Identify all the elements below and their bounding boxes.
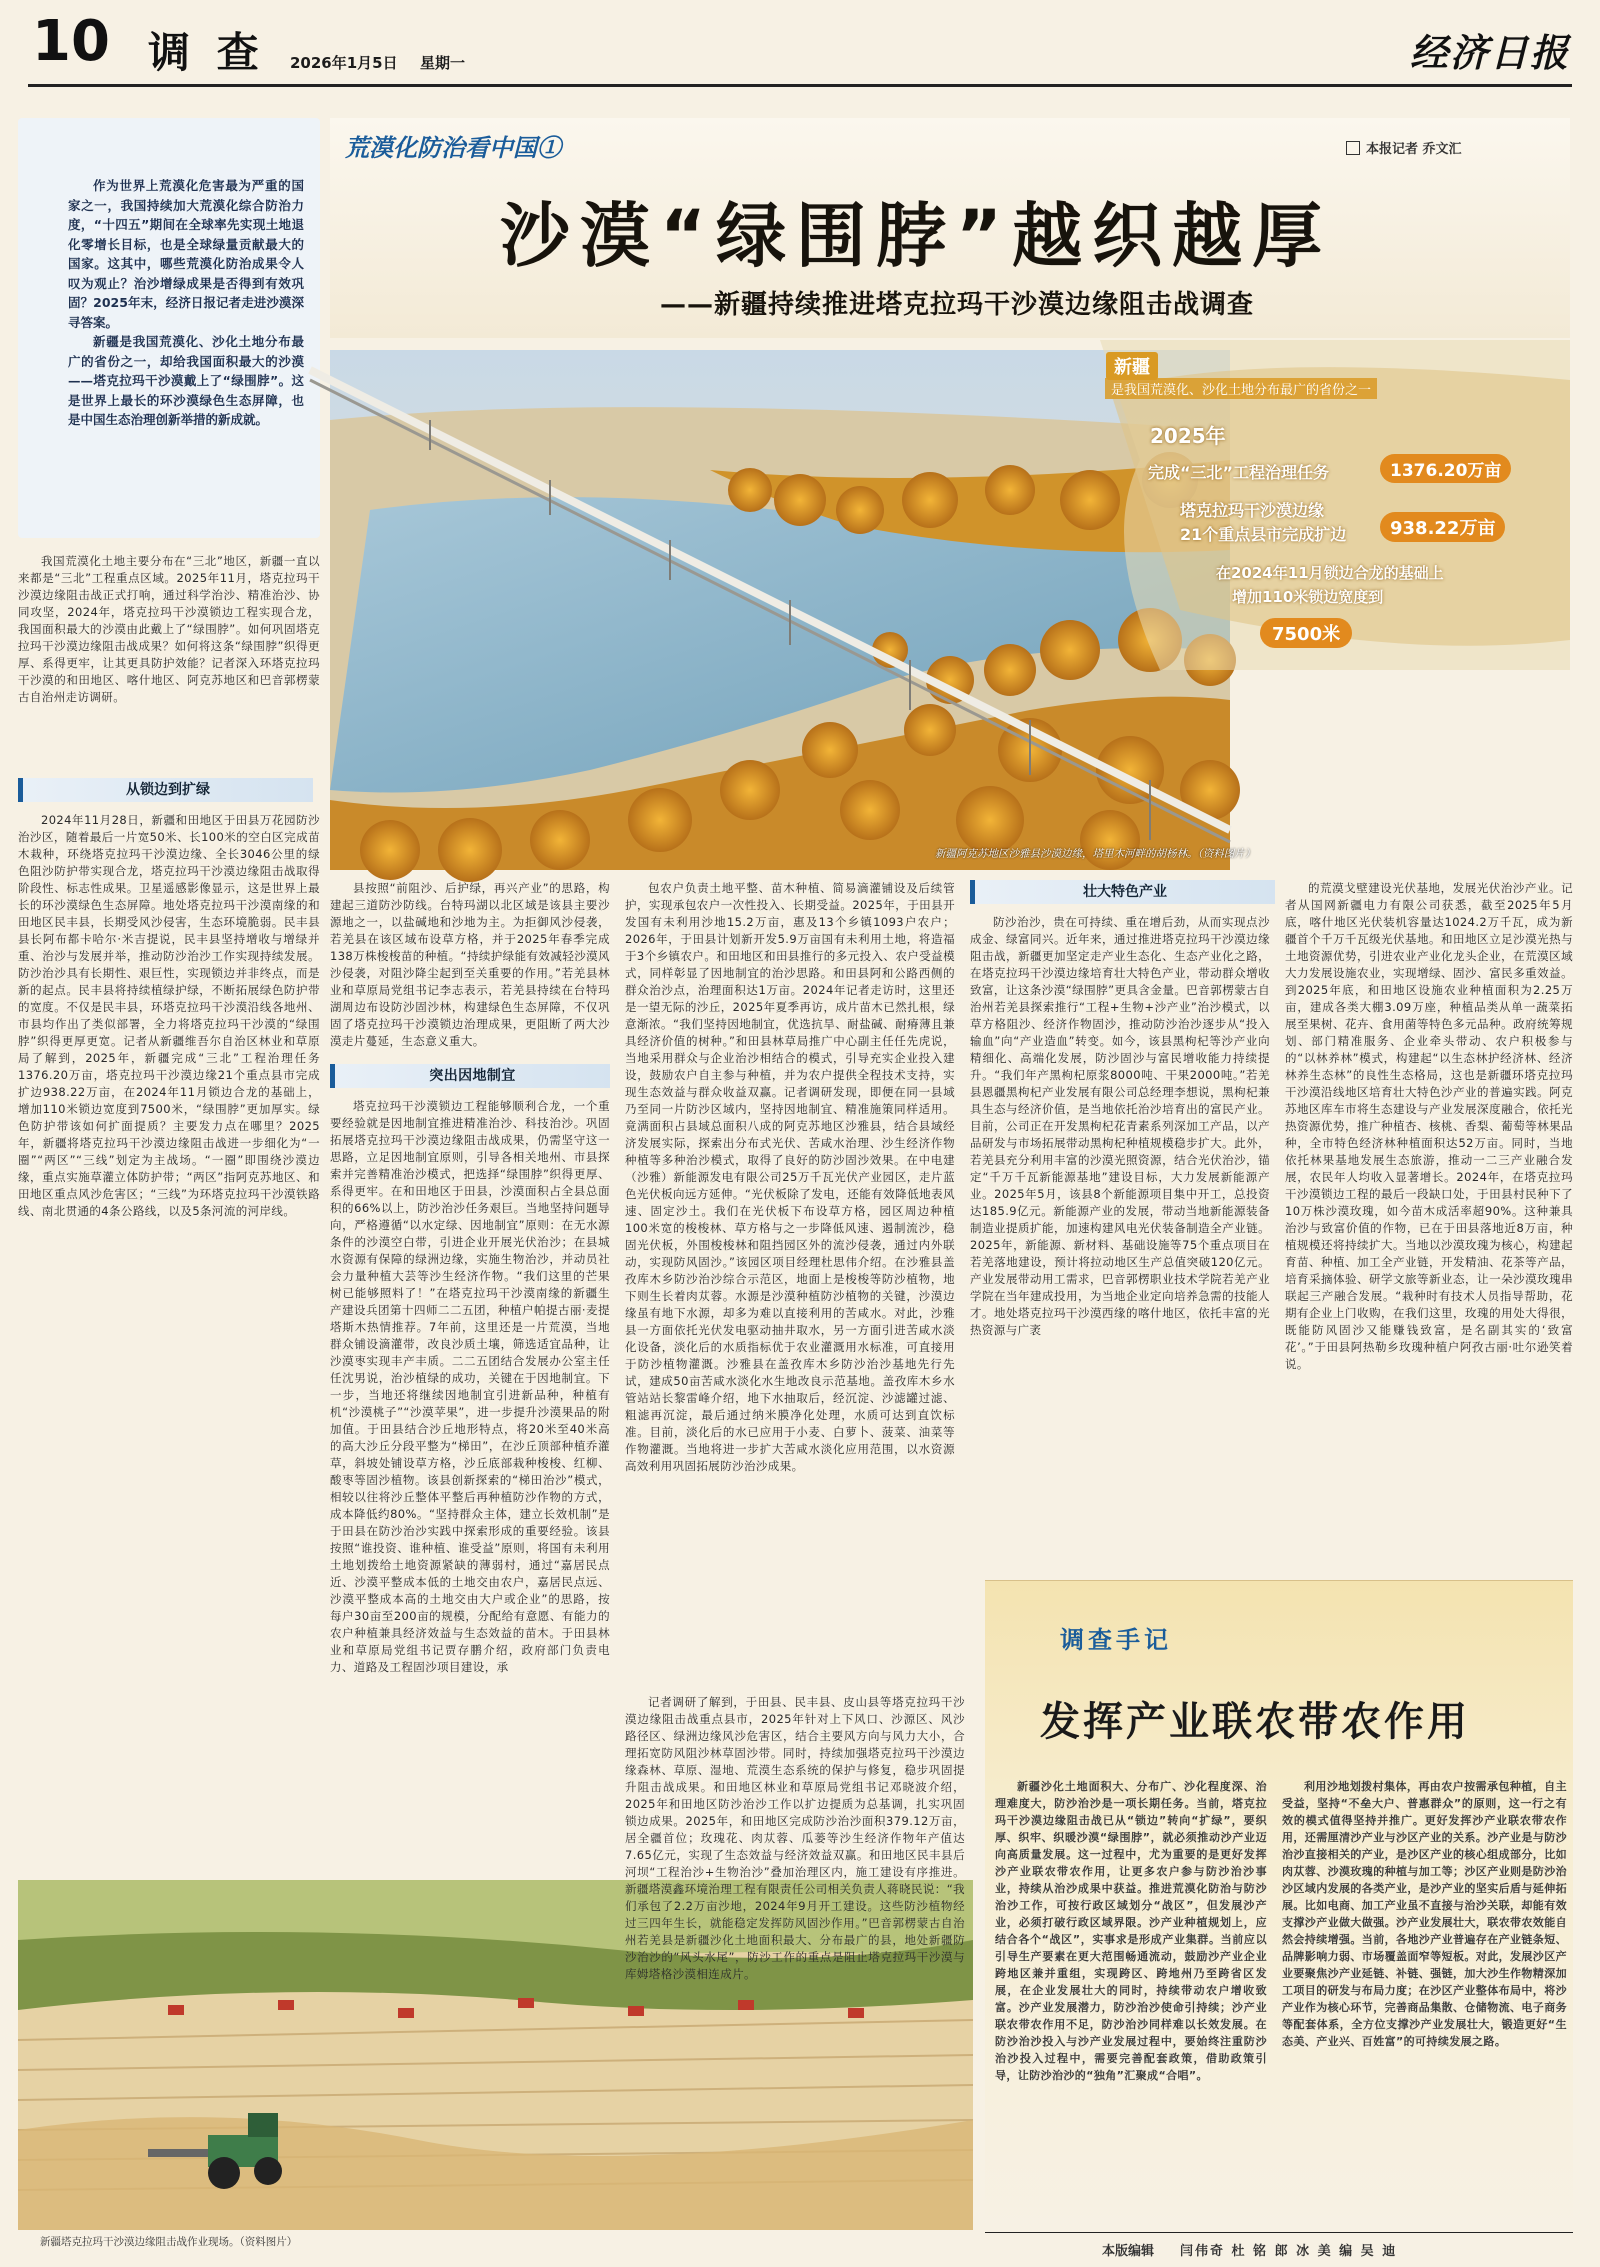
column-5-text	[970, 914, 1270, 1570]
issue-date: 2026年1月5日	[290, 54, 398, 72]
info-item1-value: 1376.20万亩	[1380, 454, 1511, 483]
column-5-paragraph: 防沙治沙，贵在可持续、重在增后劲，从而实现点沙成金、绿富同兴。近年来，通过推进塔克拉玛干沙漠边缘阻击战，新疆更加坚定走产业生态化、生态产业化之路，在塔克拉玛干沙漠边缘培育壮大特色产业，带动群众增收致富，让这条沙漠“绿围脖”更具含金量。巴音郭楞蒙古自治州若羌县探索推行“工程+生物+沙产业”治沙模式，以草方格阻沙、经济作物固沙，推动防沙治沙逐步从“投入输血”向“产业造血”转变。如今，该县黑枸杞等沙产业向精细化、高端化发展，防沙固沙与富民增收能力持续提升。“我们年产黑枸杞原浆8000吨、干果2000吨。”若羌县恩疆黑枸杞产业发展有限公司总经理李想说，黑枸杞兼具生态与经济价值，是当地依托治沙培育出的富民产业。目前，公司正在开发黑枸杞花青素系列深加工产品，以产品研发与市场拓展带动黑枸杞种植规模稳步扩大。此外，若羌县充分利用丰富的沙漠光照资源，结合光伏治沙，锚定“千万千瓦新能源基地”建设目标，大力发展新能源产业。2025年5月，该县8个新能源项目集中开工，总投资达185.9亿元。新能源产业的发展，带动当地新能源装备制造业提质扩能，加速构建风电光伏装备制造全产业链。2025年，新能源、新材料、基础设施等75个重点项目在若羌落地建设，预计将拉动地区生产总值突破120亿元。产业发展带动用工需求，巴音郭楞职业技术学院若羌产业学院在当年建成投用，为当地企业定向培养急需的技能人才。地处塔克拉玛干沙漠西缘的喀什地区，依托丰富的光热资源与广袤	[970, 915, 1270, 1337]
section-heading-2: 突出因地制宜	[330, 1064, 610, 1088]
note-paragraph: 利用沙地划拨村集体，再由农户按需承包种植，自主受益，坚持“不垒大户、普惠群众”的原则，这一行之有效的模式值得坚持并推广。更好发挥沙产业联农带农作用，还需厘清沙产业与沙区产业的关系。沙产业是与防沙治沙直接相关的产业，是沙区产业的核心组成部分，比如肉苁蓉、沙漠玫瑰的种植与加工等；沙区产业则是防沙治沙区域内发展的各类产业，是沙产业的坚实后盾与延伸拓展。比如电商、加工产业虽不直接与治沙关联，却能有效支撑沙产业做大做强。沙产业发展壮大，联农带农效能自然会持续增强。当前，各地沙产业普遍存在产业链条短、品牌影响力弱、市场覆盖面窄等短板。对此，发展沙区产业要聚焦沙产业延链、补链、强链，加大沙生作物精深加工项目的研发与布局力度；在沙区产业整体布局中，将沙产业作为核心环节，完善商品集散、仓储物流、电子商务等配套体系，全方位支撑沙产业发展壮大，锻造更好“生态美、产业兴、百姓富”的可持续发展之路。	[1282, 1780, 1567, 2048]
column-4-text	[625, 880, 955, 1690]
lead-paragraph: 作为世界上荒漠化危害最为严重的国家之一，我国持续加大荒漠化综合防治力度，“十四五”期间在全球率先实现土地退化零增长目标，也是全球绿量贡献最大的国家。这其中，哪些荒漠化防治成果令人叹为观止？治沙增绿成果是否得到有效巩固？2025年末，经济日报记者走进沙漠深寻答案。	[68, 178, 304, 330]
byline-marker-icon	[1346, 141, 1360, 155]
intro-paragraph: 我国荒漠化土地主要分布在“三北”地区，新疆一直以来都是“三北”工程重点区域。2025年11月，塔克拉玛干沙漠边缘阻击战正式打响，通过科学治沙、精准治沙、协同攻坚，2024年，塔克拉玛干沙漠锁边工程实现合龙，我国面积最大的沙漠由此戴上了“绿围脖”。如何巩固塔克拉玛干沙漠边缘阻击战成果？如何将这条“绿围脖”织得更厚、系得更牢，让其更具防护效能？记者深入环塔克拉玛干沙漠的和田地区、喀什地区、阿克苏地区和巴音郭楞蒙古自治州走访调研。	[18, 554, 320, 704]
column-2-paragraph: 记者调研了解到，于田县、民丰县、皮山县等塔克拉玛干沙漠边缘阻击战重点县市，2025年针对上下风口、沙源区、风沙路径区、绿洲边缘风沙危害区，结合主要风方向与风力大小，合理拓宽防风阻沙林草固沙带。同时，持续加强塔克拉玛干沙漠边缘森林、草原、湿地、荒漠生态系统的保护与修复，稳步巩固提升阻击战成果。和田地区林业和草原局党组书记邓晓波介绍，2025年和田地区防沙治沙工作以扩边提质为总基调，扎实巩固锁边成果。2025年，和田地区完成防沙治沙面积379.12万亩，居全疆首位；玫瑰花、肉苁蓉、瓜蒌等沙生经济作物年产值达7.65亿元，实现了生态效益与经济效益双赢。和田地区民丰县后河坝“工程治沙+生物治沙”叠加治理区内，施工建设有序推进。新疆塔漠鑫环境治理工程有限责任公司相关负责人蒋晓民说：“我们承包了2.2万亩沙地，2024年9月开工建设。这些防沙植物经过三四年生长，就能稳定发挥防风固沙作用。”巴音郭楞蒙古自治州若羌县是新疆沙化土地面积最大、分布最广的县，地处新疆防沙治沙的“风头水尾”，防沙工作的重点是阻止塔克拉玛干沙漠与库姆塔格沙漠相连成片。	[625, 1695, 965, 1981]
byline: 本报记者 乔文汇	[1366, 142, 1462, 157]
note-column-2	[1282, 1778, 1567, 2222]
note-column-1	[995, 1778, 1267, 2222]
section-heading-3: 壮大特色产业	[970, 880, 1275, 904]
section-heading-1: 从锁边到扩绿	[18, 778, 313, 802]
lead-text	[68, 176, 304, 430]
header-rule	[28, 84, 1572, 87]
page-header	[0, 0, 1600, 88]
column-1-text	[18, 812, 320, 1870]
column-4-paragraph: 包农户负责土地平整、苗木种植、简易滴灌铺设及后续管护，实现承包农户一次性投入、长期受益。2025年，于田县开发国有未利用沙地15.2万亩，惠及13个乡镇1093户农户；2026年，于田县计划新开发5.9万亩国有未利用土地，将造福于3个乡镇农户。和田地区和田县推行的多元投入、农户受益模式，同样彰显了因地制宜的治沙思路。和田县阿和公路西侧的群众治沙点，治理面积达1万亩。2024年记者走访时，这里还是一望无际的沙丘，2025年夏季再访，成片苗木已然扎根，绿意渐浓。“我们坚持因地制宜，优选抗旱、耐盐碱、耐瘠薄且兼具经济价值的树种。”和田县林草局推广中心副主任任先虎说，当地采用群众与企业治沙相结合的模式，引导充实企业投入建设，鼓励农户自主参与种植，并为农户提供全程技术支持，实现生态效益与群众收益双赢。记者调研发现，即便在同一县域乃至同一片防沙区域内，坚持因地制宜、精准施策同样适用。竟满面积占县域总面积八成的阿克苏地区沙雅县，结合县域经济发展实际，探索出分布式光伏、苦咸水治理、沙生经济作物种植等多种治沙模式，取得了良好的防沙固沙效果。在中电建（沙雅）新能源发电有限公司25万千瓦光伏产业园区，走片蓝色光伏板向远方延伸。“光伏板除了发电，还能有效降低地表风速、固定沙土。我们在光伏板下布设草方格，园区周边种植100米宽的梭梭林、草方格与之一步降低风速、遏制流沙，稳固光伏板，外围梭梭林和阻挡园区外的流沙侵袭，通过内外联动，实现防风固沙。”该园区项目经理杜思伟介绍。在沙雅县盖孜库木乡防沙治沙综合示范区，地面上是梭梭等防沙植物，地下则生长着肉苁蓉。水源是沙漠种植防沙植物的关键，沙漠边缘虽有地下水源，却多为难以直接利用的苦咸水。对此，沙雅县一方面依托光伏发电驱动抽井取水，另一方面引进苦咸水淡化设备，淡化后的水质指标优于农业灌溉用水标准，可直接用于防沙植物灌溉。沙雅县在盖孜库木乡防沙治沙基地先行先试，建成50亩苦咸水淡化水生地改良示范基地。盖孜库木乡水管站站长黎雷峰介绍，地下水抽取后，经沉淀、沙滤罐过滤、粗滤再沉淀，最后通过纳米膜净化处理，水质可达到直饮标准。目前，淡化后的水已应用于小麦、白萝卜、菠菜、油菜等作物灌溉。当地将进一步扩大苦咸水淡化应用范围，以水资源高效利用巩固拓展防沙治沙成果。	[625, 881, 955, 1473]
info-year: 2025年	[1150, 424, 1226, 448]
footer-editor-label: 本版编辑	[1102, 2244, 1155, 2259]
river-photo	[330, 350, 1230, 870]
info-item3-value: 7500米	[1260, 618, 1352, 648]
column-6-text	[1285, 880, 1573, 1570]
newspaper-logo: 经济日报	[1410, 30, 1571, 75]
series-tag: 荒漠化防治看中国①	[345, 133, 561, 162]
footer-rule	[985, 2232, 1573, 2233]
note-kicker: 调查手记	[1060, 1626, 1172, 1654]
intro-text	[18, 553, 320, 763]
lead-paragraph: 新疆是我国荒漠化、沙化土地分布最广的省份之一，却给我国面积最大的沙漠——塔克拉玛干沙漠戴上了“绿围脖”。这是世界上最长的环沙漠绿色生态屏障，也是中国生态治理创新举措的新成就。	[68, 334, 304, 427]
info-desc: 是我国荒漠化、沙化土地分布最广的省份之一	[1105, 378, 1377, 399]
note-title: 发挥产业联农带农作用	[1040, 1699, 1470, 1745]
info-item3-label-b: 增加110米锁边宽度到	[1232, 588, 1384, 606]
column-6-paragraph: 的荒漠戈壁建设光伏基地，发展光伏治沙产业。记者从国网新疆电力有限公司获悉，截至2025年5月底，喀什地区光伏装机容量达1024.2万千瓦，成为新疆首个千万千瓦级光伏基地。和田地区立足沙漠光热与土地资源优势，引进农业产业化龙头企业，在荒漠区域大力发展设施农业，实现增绿、固沙、富民多重效益。到2025年底，和田地区设施农业种植面积为2.25万亩，建成各类大棚3.09万座，种植品类从单一蔬菜拓展至果树、花卉、食用菌等特色多元品种。政府统筹规划、部门精准服务、企业牵头带动、农户积极参与的“以林养林”模式，构建起“以生态林护经济林、经济林养生态林”的良性生态格局，这也是新疆环塔克拉玛干沙漠沿线地区培育壮大特色沙产业的普遍实践。阿克苏地区库车市将生态建设与产业发展深度融合，依托光热资源优势，推广种植杏、核桃、香梨、葡萄等林果品种，全市特色经济林种植面积达52万亩。同时，当地依托林果基地发展生态旅游，推动一二三产业融合发展，农民年人均收入显著增长。2024年，在塔克拉玛干沙漠锁边工程的最后一段缺口处，于田县村民种下了10万株沙漠玫瑰，如今苗木成活率超90%。这种兼具治沙与致富价值的作物，已在于田县落地近8万亩，种植规模还将持续扩大。当地以沙漠玫瑰为核心，构建起育苗、种植、加工全产业链，开发精油、花茶等产品，培育采摘体验、研学文旅等新业态，让一朵沙漠玫瑰串联起三产融合发展。“栽种时有技术人员指导帮助，花期有企业上门收购，在我们这里，玫瑰的用处大得很，既能防风固沙又能赚钱致富，是名副其实的‘致富花’。”于田县阿热勒乡玫瑰种植户阿孜古丽·吐尔逊笑着说。	[1285, 881, 1573, 1371]
column-3-paragraph: 塔克拉玛干沙漠锁边工程能够顺利合龙，一个重要经验就是因地制宜推进精准治沙、科技治沙。巩固拓展塔克拉玛干沙漠边缘阻击战成果，仍需坚守这一思路，立足因地制宜原则，引导各相关地州、市县探索并完善精准治沙模式，把选择“绿围脖”织得更厚、系得更牢。在和田地区于田县，沙漠面积占全县总面积的66%以上，防沙治沙任务艰巨。当地坚持问题导向，严格遵循“以水定绿、因地制宜”原则：在无水源条件的沙漠空白带，引进企业开展光伏治沙；在县城水资源有保障的绿洲边缘，实施生物治沙，并动员社会力量种植大芸等沙生经济作物。“我们这里的芒果树已能够照料了！”在塔克拉玛干沙漠南缘的新疆生产建设兵团第十四师二二五团，种植户帕提古丽·麦提塔斯木热情推荐。7年前，这里还是一片荒漠，当地群众铺设滴灌带，改良沙质土壤，筛选适宜品种，让沙漠枣实现丰产丰质。二二五团结合发展办公室主任任沈男说，治沙植绿的成功，关键在于因地制宜。下一步，当地还将继续因地制宜引进新品种，种植有机“沙漠桃子”“沙漠苹果”，进一步提升沙漠果品的附加值。于田县结合沙丘地形特点，将20米至40米高的高大沙丘分段平整为“梯田”，在沙丘顶部种植乔灌草，斜坡处铺设草方格，沙丘底部栽种梭梭、红柳、酸枣等固沙植物。该县创新探索的“梯田治沙”模式，相较以往将沙丘整体平整后再种植防沙作物的方式，成本降低约80%。“坚持群众主体，建立长效机制”是于田县在防沙治沙实践中探索形成的重要经验。该县按照“谁投资、谁种植、谁受益”原则，将国有未利用土地划拨给土地资源紧缺的薄弱村，通过“嘉居民点近、沙漠平整成本低的土地交由农户，嘉居民点远、沙漠平整成本高的土地交由大户或企业”的思路，按每户30亩至200亩的规模，分配给有意愿、有能力的农户种植兼具经济效益与生态效益的苗木。于田县林业和草原局党组书记贾存鹏介绍，政府部门负责电力、道路及工程固沙项目建设，承	[330, 1099, 610, 1674]
column-1-paragraph: 2024年11月28日，新疆和田地区于田县万花园防沙治沙区，随着最后一片宽50米、长100米的空白区完成苗木栽种，环绕塔克拉玛干沙漠边缘、全长3046公里的绿色阻沙防护带实现合龙，塔克拉玛干沙漠边缘阻击战取得阶段性、标志性成果。卫星遥感影像显示，这是世界上最长的环沙漠绿色生态屏障。地处塔克拉玛干沙漠南缘的和田地区民丰县，长期受风沙侵害，生态环境脆弱。民丰县县长阿布都卡哈尔·米吉提说，民丰县坚持增收与增绿并重、治沙与发展并举，推动防沙治沙工作实现持续发展。防沙治沙具有长期性、艰巨性，实现锁边并非终点，而是新的起点。民丰县将持续植绿护绿，不断拓展绿色防护带的宽度。不仅是民丰县，环塔克拉玛干沙漠沿线各地州、市县均作出了类似部署，全力将塔克拉玛干沙漠的“绿围脖”织得更厚更宽。记者从新疆维吾尔自治区林业和草原局了解到，2025年，新疆完成“三北”工程治理任务1376.20万亩，塔克拉玛干沙漠边缘21个重点县市完成扩边938.22万亩，在2024年11月锁边合龙的基础上，增加110米锁边宽度到7500米，“绿围脖”更加厚实。绿色防护带该如何扩面提质？主要发力点在哪里？2025年，新疆将塔克拉玛干沙漠边缘阻击战进一步细化为“一圈”“两区”“三线”划定为主战场。“一圈”即围绕沙漠边缘，重点实施草灌立体防护带；“两区”指阿克苏地区、和田地区重点风沙危害区；“三线”为环塔克拉玛干沙漠铁路线、南北贯通的4条公路线，以及5条河流的河岸线。	[18, 813, 320, 1218]
note-paragraph: 新疆沙化土地面积大、分布广、沙化程度深、治理难度大，防沙治沙是一项长期任务。当前，塔克拉玛干沙漠边缘阻击战已从“锁边”转向“扩绿”，要织厚、织牢、织暖沙漠“绿围脖”，就必须推动沙产业迈向高质量发展。这一过程中，尤为重要的是更好发挥沙产业联农带农作用，让更多农户参与防沙治沙事业，持续从治沙成果中获益。推进荒漠化防治与防沙治沙工作，可按行政区域划分“战区”，但发展沙产业，必须打破行政区域界限。沙产业种植规划上，应结合各个“战区”，实事求是形成产业集群。当前应以引导生产要素在更大范围畅通流动，鼓励沙产业企业跨地区兼并重组，实现跨区、跨地州乃至跨省区发展，在企业发展壮大的同时，持续带动农户增收致富。沙产业发展潜力，防沙治沙使命引持续；沙产业联农带农作用不足，防沙治沙同样难以长效发展。在防沙治沙投入与沙产业发展过程中，要始终注重防沙治沙投入过程中，需要完善配套政策，借助政策引导，让防沙治沙的“独角”汇聚成“合唱”。	[995, 1780, 1267, 2082]
info-item1-label: 完成“三北”工程治理任务	[1148, 463, 1330, 482]
column-2-continued	[330, 880, 610, 1870]
page-number: 10	[32, 9, 110, 74]
photo2-caption: 新疆塔克拉玛干沙漠边缘阻击战作业现场。（资料图片）	[40, 2236, 298, 2248]
issue-weekday: 星期一	[420, 54, 466, 72]
column-2b-paragraph: 县按照“前阻沙、后护绿，再兴产业”的思路，构建起三道防沙防线。台特玛湖以北区域是该县主要沙源地之一，以盐碱地和沙地为主。为拒御风沙侵袭，若羌县在该区域布设草方格，并于2025年春季完成138万株梭梭苗的种植。“持续护绿能有效减轻沙漠风沙侵袭，对阻沙降尘起到至关重要的作用。”若羌县林业和草原局党组书记李志表示，若羌县持续在台特玛湖周边布设防沙固沙林，构建绿色生态屏障，不仅巩固了塔克拉玛干沙漠锁边治理成果，更阻断了两大沙漠走片蔓延，生态意义重大。	[330, 881, 610, 1048]
photo1-caption: 新疆阿克苏地区沙雅县沙漠边缘，塔里木河畔的胡杨林。（资料图片）	[935, 848, 1256, 860]
section-name: 调 查	[148, 28, 265, 77]
headline: 沙漠“绿围脖”越织越厚	[500, 195, 1333, 277]
footer-editor-names: 闫伟奇 杜 铭 郎 冰 美 编 吴 迪	[1180, 2244, 1398, 2259]
column-2-body	[625, 1694, 965, 1981]
info-item2-value: 938.22万亩	[1380, 512, 1505, 542]
info-item2-label-a: 塔克拉玛干沙漠边缘	[1180, 501, 1325, 520]
info-item3-label-a: 在2024年11月锁边合龙的基础上	[1216, 564, 1444, 582]
info-item2-label-b: 21个重点县市完成扩边	[1180, 525, 1347, 544]
subheadline: ——新疆持续推进塔克拉玛干沙漠边缘阻击战调查	[660, 290, 1255, 320]
info-region: 新疆	[1106, 352, 1158, 380]
